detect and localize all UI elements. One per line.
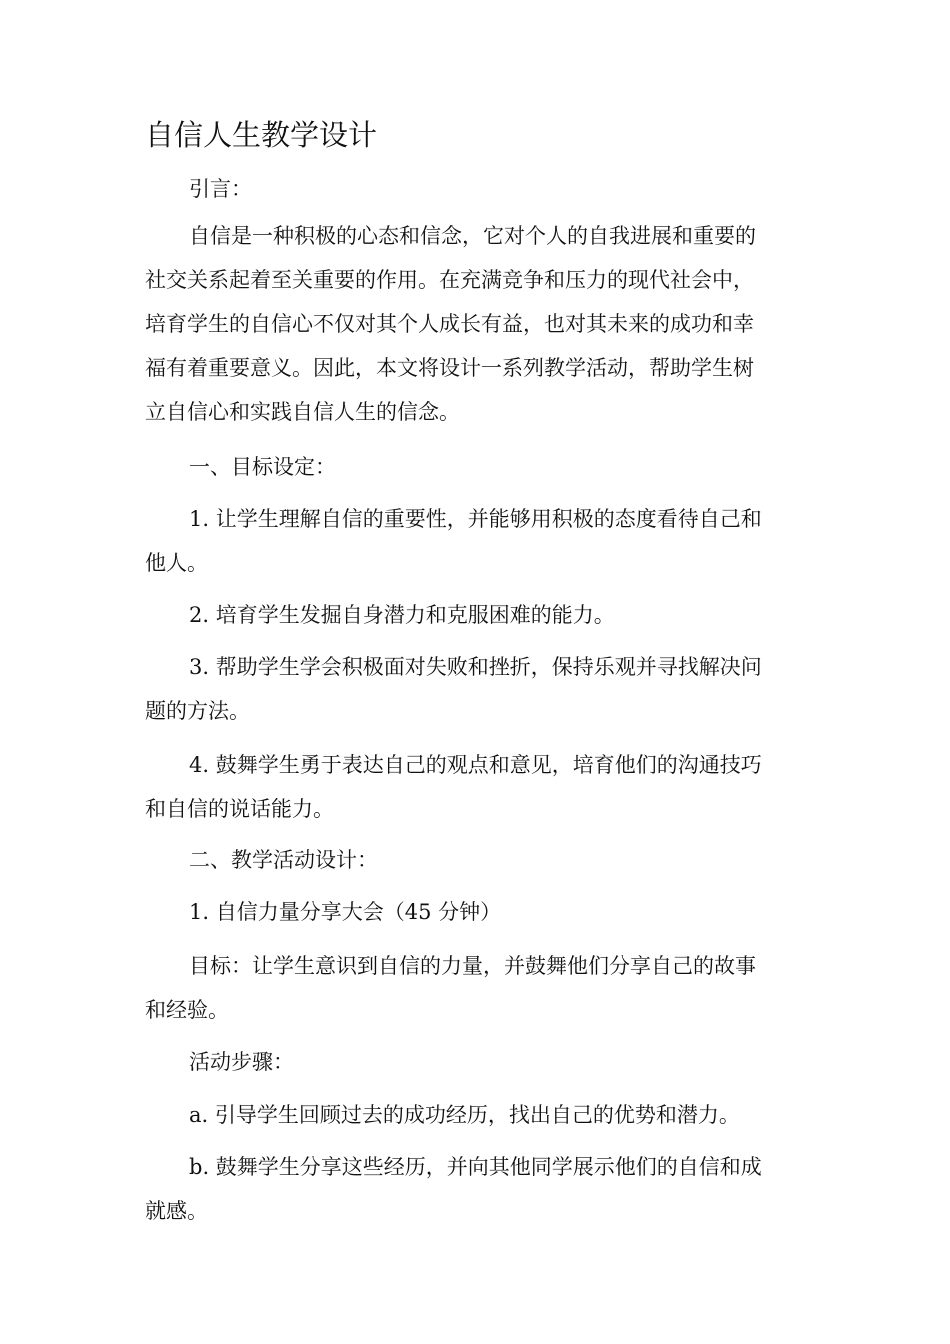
step-b-line-1: b. 鼓舞学生分享这些经历，并向其他同学展示他们的自信和成 bbox=[189, 1155, 762, 1179]
steps-heading-text: 活动步骤： bbox=[189, 1050, 294, 1074]
goal2-line-1: 2. 培育学生发掘自身潜力和克服困难的能力。 bbox=[189, 603, 615, 627]
activity1-title bbox=[145, 890, 815, 934]
section1-heading bbox=[145, 445, 815, 489]
goal4-line-1: 4. 鼓舞学生勇于表达自己的观点和意见，培育他们的沟通技巧 bbox=[189, 753, 762, 777]
step-b-line-2: 就感。 bbox=[145, 1199, 208, 1223]
goal4-line-2: 和自信的说话能力。 bbox=[145, 797, 334, 821]
document-title: 自信人生教学设计 bbox=[145, 118, 378, 152]
section2-heading bbox=[145, 838, 815, 882]
goal-item-4 bbox=[145, 743, 815, 831]
intro-heading bbox=[145, 167, 815, 211]
intro-heading-text: 引言： bbox=[189, 177, 252, 201]
goal3-line-1: 3. 帮助学生学会积极面对失败和挫折，保持乐观并寻找解决问 bbox=[189, 655, 762, 679]
intro-paragraph bbox=[145, 214, 815, 434]
step-b bbox=[145, 1145, 815, 1233]
goal1-line-2: 他人。 bbox=[145, 551, 208, 575]
goal3-line-2: 题的方法。 bbox=[145, 699, 250, 723]
activity1-goal-line-1: 目标：让学生意识到自信的力量，并鼓舞他们分享自己的故事 bbox=[189, 954, 756, 978]
step-a-line-1: a. 引导学生回顾过去的成功经历，找出自己的优势和潜力。 bbox=[189, 1103, 740, 1127]
activity1-goal bbox=[145, 944, 815, 1032]
goal-item-2 bbox=[145, 593, 815, 637]
activity1-title-text: 1. 自信力量分享大会（45 分钟） bbox=[189, 900, 502, 924]
section1-heading-text: 一、目标设定： bbox=[189, 455, 336, 479]
intro-line-3: 培育学生的自信心不仅对其个人成长有益，也对其未来的成功和幸 bbox=[145, 312, 754, 336]
section2-heading-text: 二、教学活动设计： bbox=[189, 848, 378, 872]
goal-item-3 bbox=[145, 645, 815, 733]
steps-heading bbox=[145, 1040, 815, 1084]
step-a bbox=[145, 1093, 815, 1137]
intro-line-5: 立自信心和实践自信人生的信念。 bbox=[145, 400, 460, 424]
activity1-goal-line-2: 和经验。 bbox=[145, 998, 229, 1022]
intro-line-4: 福有着重要意义。因此，本文将设计一系列教学活动，帮助学生树 bbox=[145, 356, 754, 380]
intro-line-1: 自信是一种积极的心态和信念，它对个人的自我进展和重要的 bbox=[189, 224, 756, 248]
intro-line-2: 社交关系起着至关重要的作用。在充满竞争和压力的现代社会中， bbox=[145, 268, 754, 292]
goal-item-1 bbox=[145, 497, 815, 585]
goal1-line-1: 1. 让学生理解自信的重要性，并能够用积极的态度看待自己和 bbox=[189, 507, 762, 531]
